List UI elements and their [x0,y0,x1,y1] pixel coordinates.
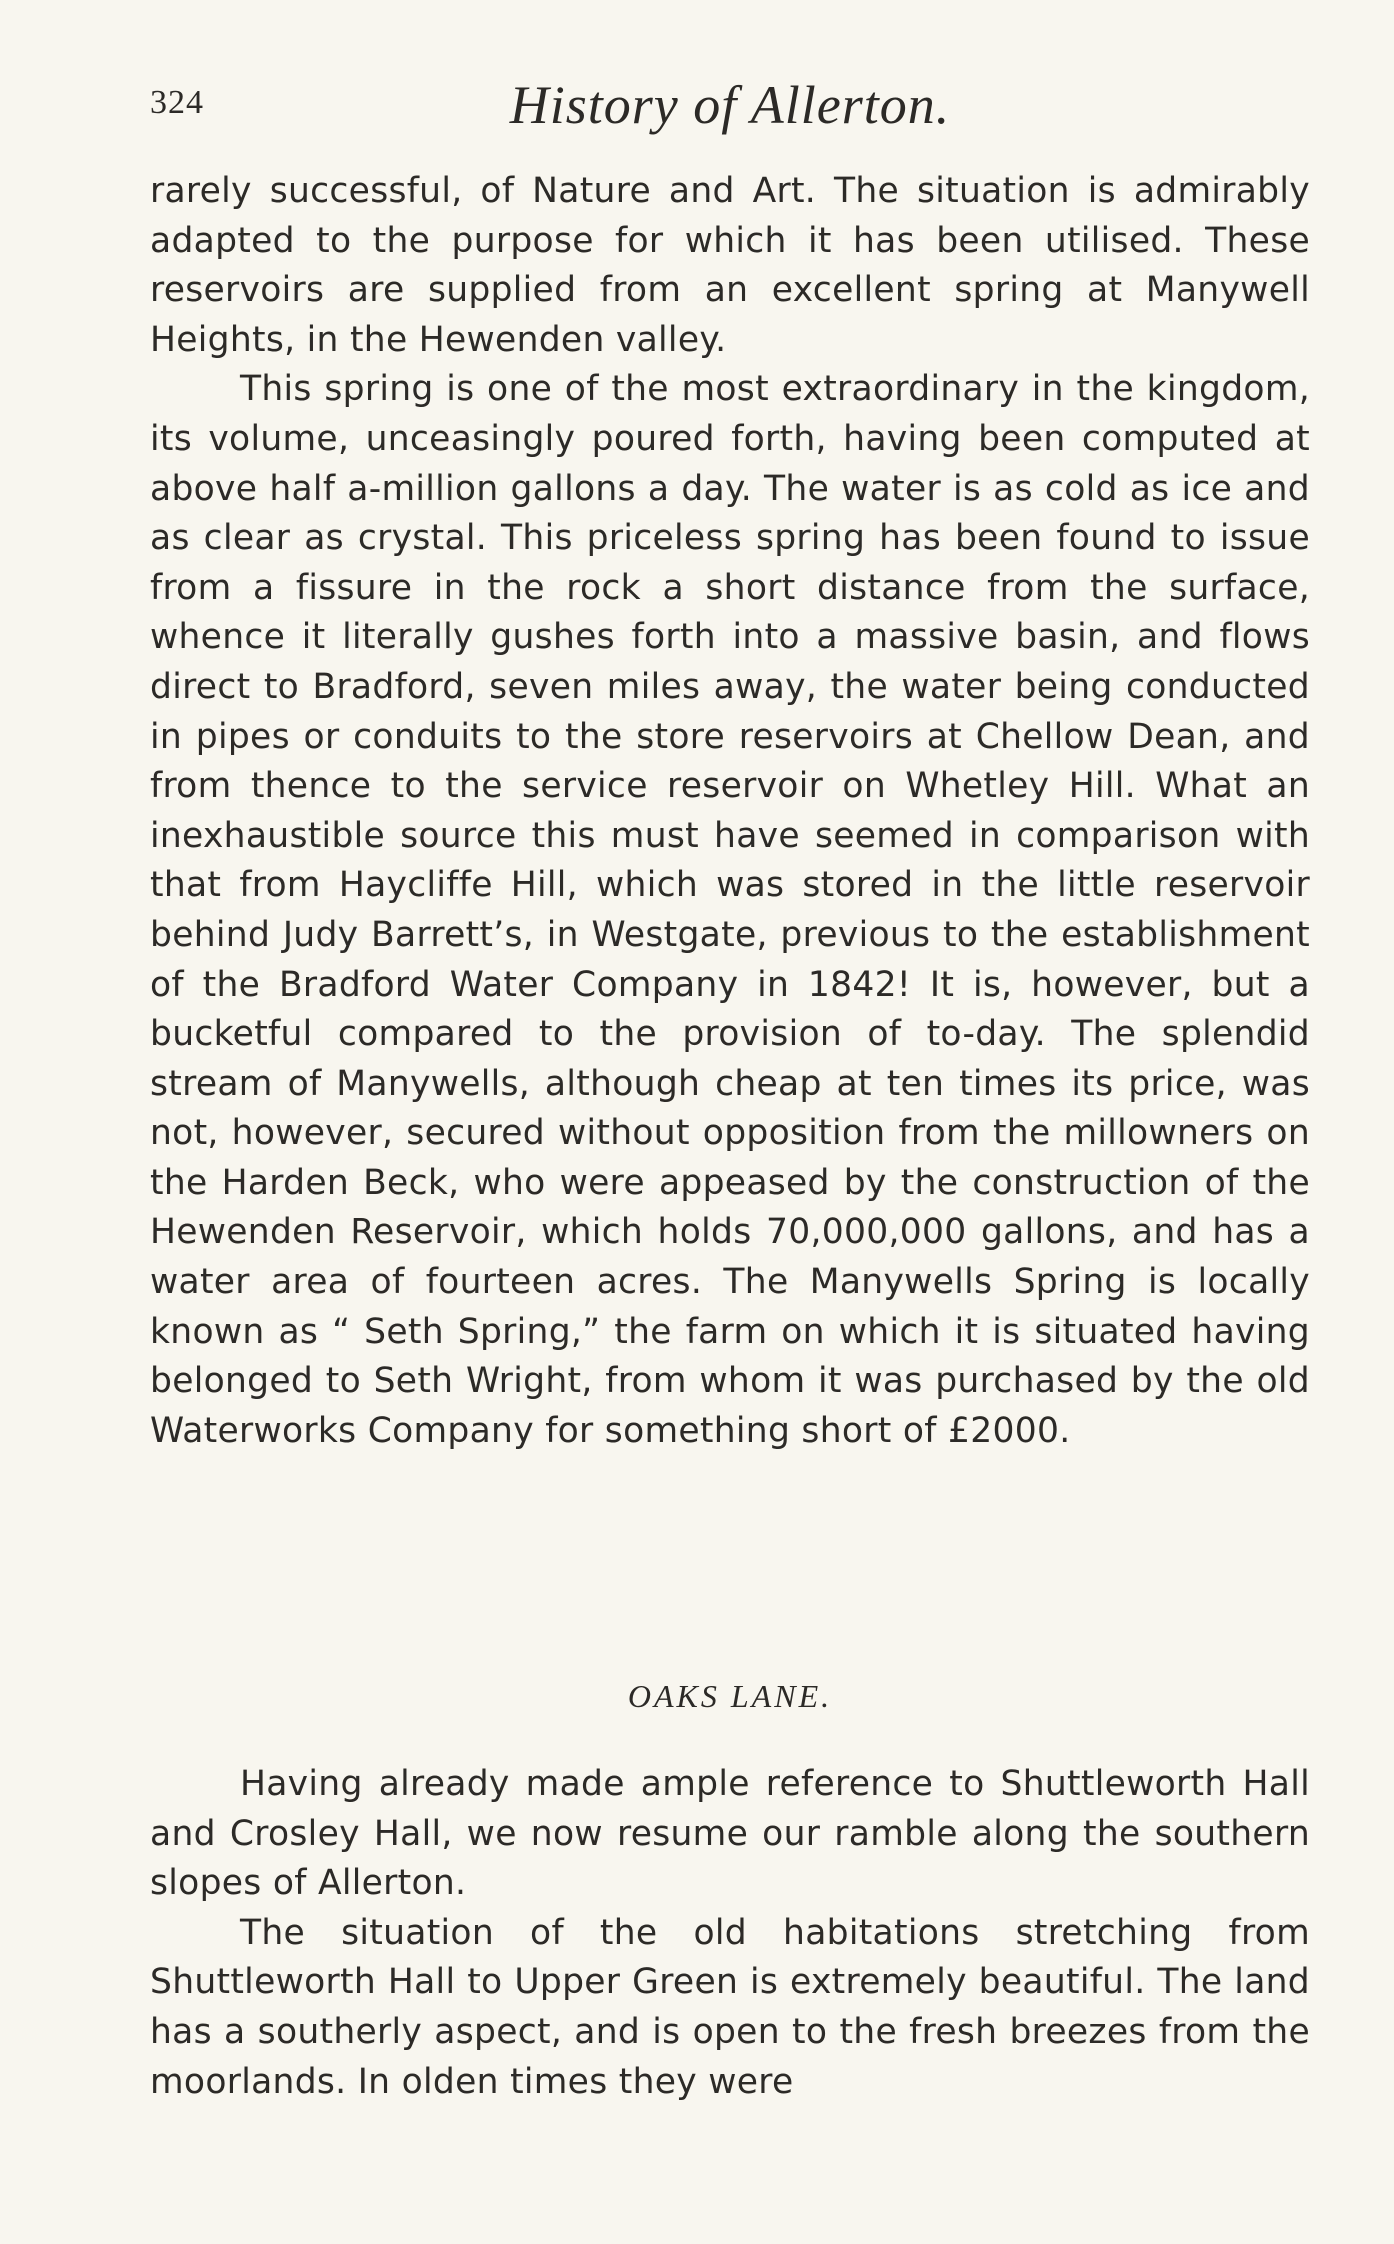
paragraph: The situation of the old habitations stretching from Shuttleworth Hall to Upper Green is extremely beautiful. The land has a southerly aspect, and is open to the fresh breezes from the moorlands. In olden times they were [150,1912,1310,2102]
main-text [150,167,1310,1456]
paragraph: rarely successful, of Nature and Art. The situation is admirably adapted to the purpose for which it has been utilised. These reservoirs are supplied from an excellent spring at Manywell Heights, in the Hewenden valley. [150,171,1310,360]
page-header [150,74,1310,135]
section-text [150,1760,1310,2107]
running-title: History of Allerton. [509,75,951,135]
paragraph: Having already made ample reference to Shuttleworth Hall and Crosley Hall, we now resume our ramble along the southern slopes of Allerton. [150,1764,1310,1904]
page-number: 324 [150,84,204,121]
paragraph: This spring is one of the most extraordinary in the kingdom, its volume, unceasingly poured forth, having been computed at above half a-million gallons a day. The water is as cold as ice and as clear as crystal. This priceless spring has been found to issue from a fissure in the rock a short distance from the surface, whence it literally gushes forth into a massive basin, and flows direct to Bradford, seven miles away, the water being conducted in pipes or conduits to the store reservoirs at Chellow Dean, and from thence to the service reservoir on Whetley Hill. What an inexhaustible source this must have seemed in comparison with that from Haycliffe Hill, which was stored in the little reservoir behind Judy Barrett’s, in Westgate, previous to the establishment of the Bradford Water Company in 1842! It is, however, but a bucketful compared to the provision of to-day. The splendid stream of Manywells, although cheap at ten times its price, was not, however, secured without opposition from the millowners on the Harden Beck, who were appeased by the construction of the Hewenden Reservoir, which holds 70,000,000 gallons, and has a water area of fourteen acres. The Manywells Spring is locally known as “ Seth Spring,” the farm on which it is situated having belonged to Seth Wright, from whom it was purchased by the old Waterworks Company for something short of £2000. [150,369,1310,1451]
section-heading: OAKS LANE. [627,1678,833,1714]
